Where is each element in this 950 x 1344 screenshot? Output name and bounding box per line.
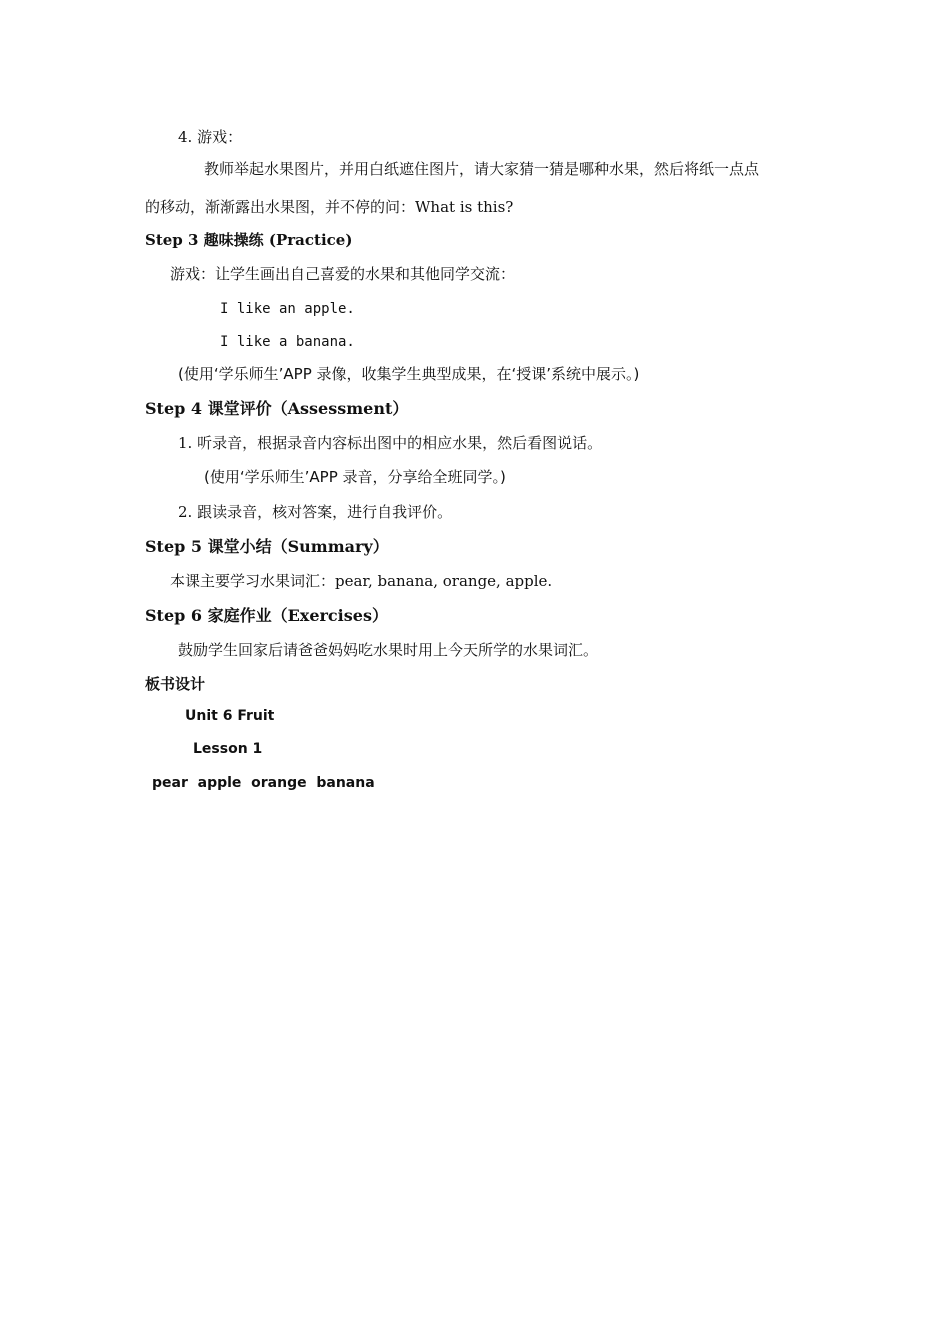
board-word-list: pear apple orange banana <box>152 775 375 791</box>
step5-summary-text: 本课主要学习水果词汇：pear, banana, orange, apple. <box>170 572 553 590</box>
step3-example-2: I like a banana. <box>220 334 355 350</box>
step4-item-2: 2. 跟读录音，核对答案，进行自我评价。 <box>178 503 453 521</box>
step3-heading: Step 3 趣味操练 (Practice) <box>145 231 353 249</box>
step4-item-1: 1. 听录音，根据录音内容标出图中的相应水果，然后看图说话。 <box>178 434 603 452</box>
step4-item-1-note: (使用‘学乐师生’APP 录音，分享给全班同学。) <box>204 468 506 486</box>
game-description-line-1: 教师举起水果图片，并用白纸遮住图片，请大家猜一猜是哪种水果，然后将纸一点点 <box>204 160 760 178</box>
step5-heading: Step 5 课堂小结（Summary） <box>145 537 389 556</box>
step3-example-1: I like an apple. <box>220 301 355 317</box>
game-item-number: 4. 游戏： <box>178 128 243 146</box>
board-unit-title: Unit 6 Fruit <box>185 708 275 724</box>
board-design-heading: 板书设计 <box>145 675 206 693</box>
step6-heading: Step 6 家庭作业（Exercises） <box>145 606 388 625</box>
step4-heading: Step 4 课堂评价（Assessment） <box>145 399 409 418</box>
step3-note: (使用‘学乐师生’APP 录像，收集学生典型成果，在‘授课’系统中展示。) <box>178 365 640 383</box>
step6-homework-text: 鼓励学生回家后请爸爸妈妈吃水果时用上今天所学的水果词汇。 <box>178 641 599 659</box>
board-lesson-title: Lesson 1 <box>193 741 263 757</box>
game-description-line-2: 的移动，渐渐露出水果图，并不停的问：What is this? <box>145 198 514 216</box>
step3-game-text: 游戏：让学生画出自己喜爱的水果和其他同学交流： <box>170 265 516 283</box>
